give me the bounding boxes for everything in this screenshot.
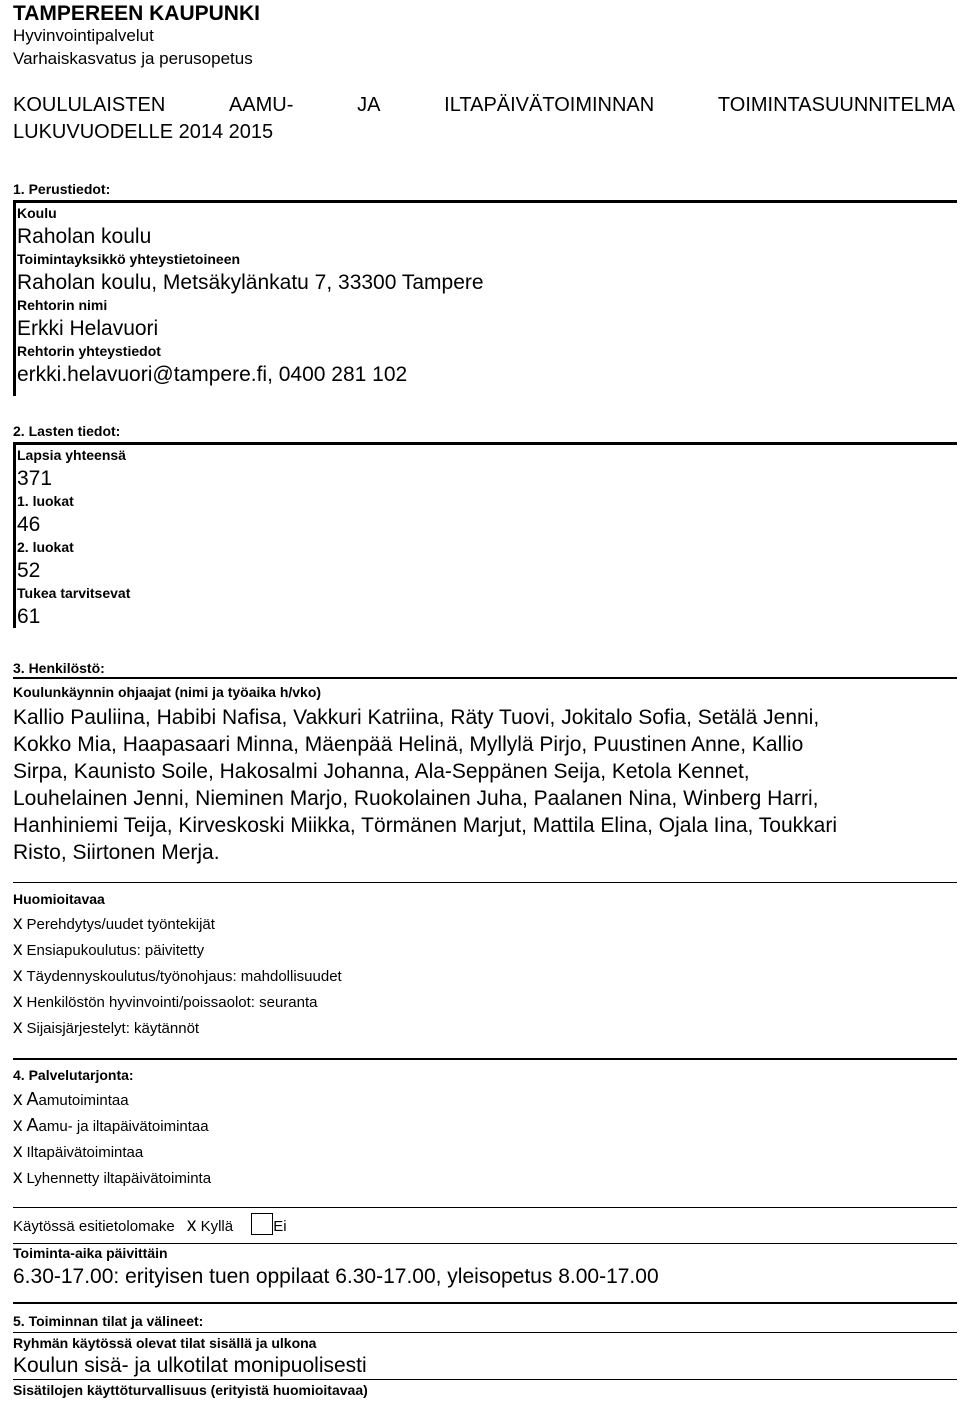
safety-label: Sisätilojen käyttöturvallisuus (erityistä huomioitavaa) bbox=[13, 1382, 368, 1398]
note-item: x Perehdytys/uudet työntekijät bbox=[13, 913, 215, 934]
field-value: 52 bbox=[17, 559, 41, 582]
service-item: x Iltapäivätoimintaa bbox=[13, 1141, 144, 1162]
field-value: Erkki Helavuori bbox=[17, 317, 159, 340]
check-mark: x bbox=[13, 939, 23, 960]
section-2-heading: 2. Lasten tiedot: bbox=[13, 423, 121, 439]
title-line-2: LUKUVUODELLE 2014 2015 bbox=[13, 121, 274, 143]
staff-line: Kallio Pauliina, Habibi Nafisa, Vakkuri Katriina, Räty Tuovi, Jokitalo Sofia, Setälä Jenni, bbox=[13, 706, 820, 729]
title-word: AAMU- bbox=[228, 94, 294, 116]
notes-list bbox=[13, 911, 957, 1041]
section-divider bbox=[13, 1243, 957, 1244]
section-1-heading: 1. Perustiedot: bbox=[13, 181, 111, 197]
hours-label: Toiminta-aika päivittäin bbox=[13, 1245, 168, 1261]
check-mark: x bbox=[13, 965, 23, 986]
note-item: x Henkilöstön hyvinvointi/poissaolot: seuranta bbox=[13, 991, 318, 1012]
section-divider bbox=[13, 1332, 957, 1333]
section-4-heading: 4. Palvelutarjonta: bbox=[13, 1067, 134, 1083]
org-name: TAMPEREEN KAUPUNKI bbox=[13, 2, 260, 25]
section-5 bbox=[13, 1302, 957, 1399]
document-title bbox=[13, 92, 955, 146]
field-value: 46 bbox=[17, 513, 41, 536]
hours-value: 6.30-17.00: erityisen tuen oppilaat 6.30-17.00, yleisopetus 8.00-17.00 bbox=[13, 1265, 659, 1288]
field-label: 1. luokat bbox=[17, 493, 74, 509]
section-divider bbox=[13, 677, 957, 679]
staff-line: Kokko Mia, Haapasaari Minna, Mäenpää Helinä, Myllylä Pirjo, Puustinen Anne, Kallio bbox=[13, 733, 804, 756]
title-word: ILTAPÄIVÄTOIMINNAN bbox=[444, 94, 655, 116]
section-3-heading: 3. Henkilöstö: bbox=[13, 660, 105, 676]
section-divider bbox=[13, 882, 957, 883]
form-label: Käytössä esitietolomake bbox=[13, 1218, 175, 1235]
service-item: x Lyhennetty iltapäivätoiminta bbox=[13, 1167, 212, 1188]
staff-line: Sirpa, Kaunisto Soile, Hakosalmi Johanna, Ala-Seppänen Seija, Ketola Kennet, bbox=[13, 760, 750, 783]
field-value: Raholan koulu, Metsäkylänkatu 7, 33300 Tampere bbox=[17, 271, 484, 294]
staff-label: Koulunkäynnin ohjaajat (nimi ja työaika h/vko) bbox=[13, 684, 322, 700]
section-1-box bbox=[13, 200, 957, 396]
note-item: x Täydennyskoulutus/työnohjaus: mahdollisuudet bbox=[13, 965, 342, 986]
staff-line: Louhelainen Jenni, Nieminen Marjo, Ruokolainen Juha, Paalanen Nina, Winberg Harri, bbox=[13, 787, 819, 810]
check-mark: x bbox=[13, 913, 23, 934]
field-label: Toimintayksikkö yhteystietoineen bbox=[17, 251, 241, 267]
staff-line: Risto, Siirtonen Merja. bbox=[13, 841, 220, 864]
check-mark: x bbox=[13, 1115, 23, 1136]
title-word: JA bbox=[357, 94, 381, 116]
service-item: x Aamu- ja iltapäivätoimintaa bbox=[13, 1115, 209, 1136]
check-mark: x bbox=[13, 1141, 23, 1162]
check-mark: x bbox=[13, 1089, 23, 1110]
field-value: Raholan koulu bbox=[17, 225, 152, 248]
check-mark: x bbox=[13, 1017, 23, 1038]
org-department: Hyvinvointipalvelut bbox=[13, 26, 154, 45]
title-word: TOIMINTASUUNNITELMA bbox=[717, 94, 955, 116]
section-2-box bbox=[13, 442, 957, 628]
field-label: Rehtorin nimi bbox=[17, 297, 108, 313]
form-row bbox=[13, 1213, 957, 1239]
staff-list bbox=[13, 704, 957, 866]
field-label: Lapsia yhteensä bbox=[17, 447, 126, 463]
service-list bbox=[13, 1087, 957, 1191]
org-unit: Varhaiskasvatus ja perusopetus bbox=[13, 49, 253, 68]
field-label: Tukea tarvitsevat bbox=[17, 585, 131, 601]
field-value: erkki.helavuori@tampere.fi, 0400 281 102 bbox=[17, 363, 408, 386]
section-5-heading: 5. Toiminnan tilat ja välineet: bbox=[13, 1313, 204, 1329]
spaces-label: Ryhmän käytössä olevat tilat sisällä ja ulkona bbox=[13, 1335, 317, 1351]
form-no: Ei bbox=[273, 1218, 287, 1235]
check-mark: x bbox=[13, 1167, 23, 1188]
staff-line: Hanhiniemi Teija, Kirveskoski Miikka, Törmänen Marjut, Mattila Elina, Ojala Iina, Toukkari bbox=[13, 814, 837, 837]
section-divider bbox=[13, 1058, 957, 1060]
field-label: Koulu bbox=[17, 205, 57, 221]
section-divider bbox=[13, 1207, 957, 1208]
section-4 bbox=[13, 1058, 957, 1290]
note-item: x Ensiapukoulutus: päivitetty bbox=[13, 939, 205, 960]
spaces-value: Koulun sisä- ja ulkotilat monipuolisesti bbox=[13, 1354, 367, 1377]
field-value: 371 bbox=[17, 467, 53, 490]
field-label: 2. luokat bbox=[17, 539, 74, 555]
checkbox-empty[interactable] bbox=[251, 1213, 273, 1235]
section-3-body bbox=[13, 677, 957, 1041]
title-word: KOULULAISTEN bbox=[13, 94, 166, 116]
check-mark: x bbox=[13, 991, 23, 1012]
check-mark: x bbox=[186, 1215, 197, 1236]
section-divider bbox=[13, 1302, 957, 1304]
note-item: x Sijaisjärjestelyt: käytännöt bbox=[13, 1017, 200, 1038]
notes-label: Huomioitavaa bbox=[13, 891, 105, 907]
field-value: 61 bbox=[17, 605, 41, 628]
service-item: x Aamutoimintaa bbox=[13, 1089, 129, 1110]
field-label: Rehtorin yhteystiedot bbox=[17, 343, 161, 359]
section-divider bbox=[13, 1379, 957, 1380]
form-yes: Kyllä bbox=[200, 1218, 234, 1235]
